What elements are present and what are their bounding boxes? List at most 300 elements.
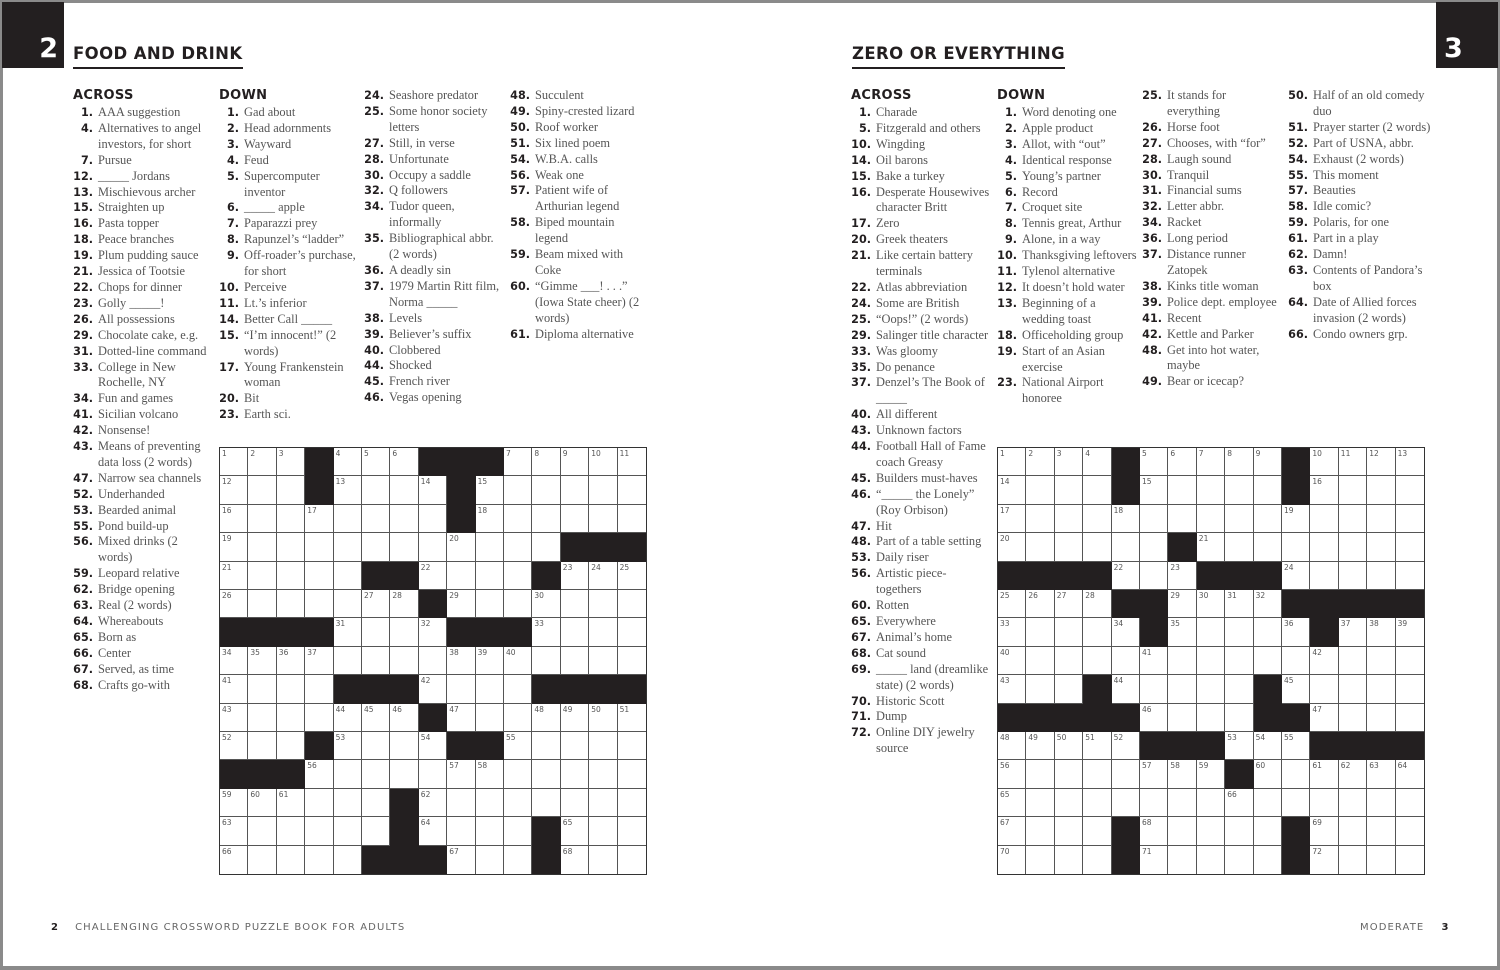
grid-cell[interactable]	[334, 760, 362, 788]
grid-cell[interactable]	[277, 704, 305, 732]
grid-cell[interactable]	[998, 675, 1026, 703]
grid-cell[interactable]	[334, 448, 362, 476]
grid-cell[interactable]	[419, 505, 447, 533]
grid-cell[interactable]	[419, 476, 447, 504]
grid-cell[interactable]	[618, 562, 646, 590]
grid-cell[interactable]	[589, 647, 617, 675]
grid-cell[interactable]	[1310, 760, 1338, 788]
grid-cell[interactable]	[998, 817, 1026, 845]
grid-cell[interactable]	[476, 533, 504, 561]
grid-cell[interactable]	[1112, 732, 1140, 760]
grid-cell[interactable]	[476, 590, 504, 618]
grid-cell[interactable]	[220, 704, 248, 732]
grid-cell[interactable]	[1083, 732, 1111, 760]
grid-cell[interactable]	[504, 590, 532, 618]
grid-cell[interactable]	[1310, 789, 1338, 817]
grid-cell[interactable]	[1225, 590, 1253, 618]
grid-cell[interactable]	[220, 476, 248, 504]
grid-cell[interactable]	[419, 789, 447, 817]
grid-cell[interactable]	[476, 476, 504, 504]
grid-cell[interactable]	[277, 647, 305, 675]
grid-cell[interactable]	[362, 533, 390, 561]
grid-cell[interactable]	[220, 789, 248, 817]
grid-cell[interactable]	[1055, 817, 1083, 845]
grid-cell[interactable]	[1112, 789, 1140, 817]
grid-cell[interactable]	[277, 448, 305, 476]
grid-cell[interactable]	[1197, 647, 1225, 675]
grid-cell[interactable]	[248, 789, 276, 817]
grid-cell[interactable]	[1026, 618, 1054, 646]
grid-cell[interactable]	[362, 448, 390, 476]
grid-cell[interactable]	[277, 533, 305, 561]
grid-cell[interactable]	[532, 505, 560, 533]
grid-cell[interactable]	[362, 618, 390, 646]
grid-cell[interactable]	[1140, 817, 1168, 845]
grid-cell[interactable]	[1396, 675, 1424, 703]
grid-cell[interactable]	[1140, 704, 1168, 732]
grid-cell[interactable]	[1310, 476, 1338, 504]
grid-cell[interactable]	[1055, 533, 1083, 561]
grid-cell[interactable]	[447, 704, 475, 732]
grid-cell[interactable]	[1282, 732, 1310, 760]
grid-cell[interactable]	[1367, 789, 1395, 817]
grid-cell[interactable]	[419, 618, 447, 646]
grid-cell[interactable]	[1254, 817, 1282, 845]
grid-cell[interactable]	[1282, 647, 1310, 675]
grid-cell[interactable]	[220, 505, 248, 533]
grid-cell[interactable]	[1197, 817, 1225, 845]
grid-cell[interactable]	[1140, 789, 1168, 817]
grid-cell[interactable]	[1254, 846, 1282, 874]
grid-cell[interactable]	[1055, 448, 1083, 476]
grid-cell[interactable]	[1396, 704, 1424, 732]
grid-cell[interactable]	[504, 647, 532, 675]
grid-cell[interactable]	[390, 618, 418, 646]
grid-cell[interactable]	[998, 618, 1026, 646]
grid-cell[interactable]	[1083, 533, 1111, 561]
grid-cell[interactable]	[1026, 675, 1054, 703]
grid-cell[interactable]	[618, 704, 646, 732]
grid-cell[interactable]	[1225, 704, 1253, 732]
grid-cell[interactable]	[1168, 817, 1196, 845]
grid-cell[interactable]	[1168, 590, 1196, 618]
grid-cell[interactable]	[1112, 533, 1140, 561]
grid-cell[interactable]	[1055, 732, 1083, 760]
grid-cell[interactable]	[1026, 760, 1054, 788]
grid-cell[interactable]	[334, 505, 362, 533]
grid-cell[interactable]	[1055, 789, 1083, 817]
grid-cell[interactable]	[362, 590, 390, 618]
grid-cell[interactable]	[618, 476, 646, 504]
grid-cell[interactable]	[419, 533, 447, 561]
grid-cell[interactable]	[561, 618, 589, 646]
grid-cell[interactable]	[1310, 817, 1338, 845]
grid-cell[interactable]	[589, 590, 617, 618]
grid-cell[interactable]	[1254, 618, 1282, 646]
grid-cell[interactable]	[1396, 505, 1424, 533]
grid-cell[interactable]	[1367, 618, 1395, 646]
grid-cell[interactable]	[248, 675, 276, 703]
grid-cell[interactable]	[476, 675, 504, 703]
grid-cell[interactable]	[998, 846, 1026, 874]
grid-cell[interactable]	[1339, 533, 1367, 561]
grid-cell[interactable]	[1282, 505, 1310, 533]
grid-cell[interactable]	[277, 562, 305, 590]
grid-cell[interactable]	[476, 562, 504, 590]
grid-cell[interactable]	[1254, 476, 1282, 504]
grid-cell[interactable]	[1055, 675, 1083, 703]
grid-cell[interactable]	[1367, 448, 1395, 476]
grid-cell[interactable]	[1225, 448, 1253, 476]
grid-cell[interactable]	[1225, 732, 1253, 760]
grid-cell[interactable]	[305, 505, 333, 533]
grid-cell[interactable]	[504, 817, 532, 845]
grid-cell[interactable]	[1367, 675, 1395, 703]
grid-cell[interactable]	[561, 505, 589, 533]
grid-cell[interactable]	[447, 846, 475, 874]
grid-cell[interactable]	[998, 590, 1026, 618]
grid-cell[interactable]	[1026, 817, 1054, 845]
grid-cell[interactable]	[532, 448, 560, 476]
grid-cell[interactable]	[248, 476, 276, 504]
grid-cell[interactable]	[998, 789, 1026, 817]
grid-cell[interactable]	[1197, 476, 1225, 504]
grid-cell[interactable]	[1168, 675, 1196, 703]
grid-cell[interactable]	[305, 647, 333, 675]
grid-cell[interactable]	[1026, 448, 1054, 476]
grid-cell[interactable]	[419, 562, 447, 590]
grid-cell[interactable]	[277, 817, 305, 845]
grid-cell[interactable]	[1367, 533, 1395, 561]
grid-cell[interactable]	[1310, 533, 1338, 561]
grid-cell[interactable]	[1140, 476, 1168, 504]
grid-cell[interactable]	[1197, 704, 1225, 732]
grid-cell[interactable]	[419, 647, 447, 675]
grid-cell[interactable]	[1197, 846, 1225, 874]
grid-cell[interactable]	[1083, 618, 1111, 646]
grid-cell[interactable]	[419, 732, 447, 760]
grid-cell[interactable]	[277, 476, 305, 504]
grid-cell[interactable]	[1254, 505, 1282, 533]
grid-cell[interactable]	[618, 448, 646, 476]
grid-cell[interactable]	[419, 760, 447, 788]
grid-cell[interactable]	[504, 760, 532, 788]
grid-cell[interactable]	[277, 675, 305, 703]
grid-cell[interactable]	[1026, 846, 1054, 874]
grid-cell[interactable]	[305, 817, 333, 845]
grid-cell[interactable]	[362, 647, 390, 675]
grid-cell[interactable]	[1396, 760, 1424, 788]
grid-cell[interactable]	[362, 817, 390, 845]
grid-cell[interactable]	[1282, 533, 1310, 561]
grid-cell[interactable]	[1055, 846, 1083, 874]
grid-cell[interactable]	[390, 476, 418, 504]
grid-cell[interactable]	[1225, 789, 1253, 817]
grid-cell[interactable]	[998, 533, 1026, 561]
grid-cell[interactable]	[589, 476, 617, 504]
grid-cell[interactable]	[1168, 846, 1196, 874]
grid-cell[interactable]	[248, 590, 276, 618]
grid-cell[interactable]	[1197, 760, 1225, 788]
grid-cell[interactable]	[1310, 675, 1338, 703]
grid-cell[interactable]	[334, 817, 362, 845]
grid-cell[interactable]	[1168, 647, 1196, 675]
grid-cell[interactable]	[998, 476, 1026, 504]
grid-cell[interactable]	[1339, 647, 1367, 675]
grid-cell[interactable]	[1310, 704, 1338, 732]
grid-cell[interactable]	[447, 647, 475, 675]
grid-cell[interactable]	[220, 562, 248, 590]
grid-cell[interactable]	[277, 789, 305, 817]
grid-cell[interactable]	[589, 789, 617, 817]
grid-cell[interactable]	[1339, 846, 1367, 874]
grid-cell[interactable]	[447, 590, 475, 618]
grid-cell[interactable]	[362, 732, 390, 760]
grid-cell[interactable]	[1396, 789, 1424, 817]
grid-cell[interactable]	[1367, 817, 1395, 845]
grid-cell[interactable]	[532, 647, 560, 675]
grid-cell[interactable]	[390, 647, 418, 675]
grid-cell[interactable]	[447, 817, 475, 845]
grid-cell[interactable]	[1112, 505, 1140, 533]
grid-cell[interactable]	[532, 618, 560, 646]
grid-cell[interactable]	[1197, 789, 1225, 817]
grid-cell[interactable]	[305, 675, 333, 703]
grid-cell[interactable]	[248, 732, 276, 760]
grid-cell[interactable]	[1055, 590, 1083, 618]
grid-cell[interactable]	[1140, 675, 1168, 703]
grid-cell[interactable]	[589, 817, 617, 845]
grid-cell[interactable]	[220, 675, 248, 703]
grid-cell[interactable]	[362, 505, 390, 533]
grid-cell[interactable]	[1140, 448, 1168, 476]
grid-cell[interactable]	[1339, 618, 1367, 646]
grid-cell[interactable]	[618, 817, 646, 845]
grid-cell[interactable]	[1026, 789, 1054, 817]
grid-cell[interactable]	[390, 704, 418, 732]
grid-cell[interactable]	[334, 533, 362, 561]
grid-cell[interactable]	[1367, 476, 1395, 504]
grid-cell[interactable]	[589, 562, 617, 590]
grid-cell[interactable]	[1026, 476, 1054, 504]
grid-cell[interactable]	[476, 789, 504, 817]
grid-cell[interactable]	[1339, 817, 1367, 845]
grid-cell[interactable]	[618, 846, 646, 874]
grid-cell[interactable]	[390, 590, 418, 618]
grid-cell[interactable]	[1396, 846, 1424, 874]
grid-cell[interactable]	[1367, 704, 1395, 732]
grid-cell[interactable]	[1026, 590, 1054, 618]
grid-cell[interactable]	[334, 590, 362, 618]
grid-cell[interactable]	[1197, 618, 1225, 646]
grid-cell[interactable]	[1140, 760, 1168, 788]
grid-cell[interactable]	[1396, 448, 1424, 476]
grid-cell[interactable]	[1083, 817, 1111, 845]
grid-cell[interactable]	[1367, 647, 1395, 675]
grid-cell[interactable]	[589, 505, 617, 533]
grid-cell[interactable]	[277, 732, 305, 760]
grid-cell[interactable]	[561, 704, 589, 732]
grid-cell[interactable]	[1367, 562, 1395, 590]
grid-cell[interactable]	[220, 448, 248, 476]
grid-cell[interactable]	[476, 704, 504, 732]
grid-cell[interactable]	[589, 732, 617, 760]
grid-cell[interactable]	[1254, 448, 1282, 476]
grid-cell[interactable]	[1225, 618, 1253, 646]
grid-cell[interactable]	[504, 562, 532, 590]
grid-cell[interactable]	[532, 789, 560, 817]
grid-cell[interactable]	[1396, 647, 1424, 675]
grid-cell[interactable]	[1083, 505, 1111, 533]
grid-cell[interactable]	[334, 704, 362, 732]
grid-cell[interactable]	[1055, 618, 1083, 646]
grid-cell[interactable]	[1112, 647, 1140, 675]
grid-cell[interactable]	[334, 562, 362, 590]
grid-cell[interactable]	[1396, 817, 1424, 845]
grid-cell[interactable]	[220, 647, 248, 675]
grid-cell[interactable]	[334, 647, 362, 675]
grid-cell[interactable]	[561, 732, 589, 760]
grid-cell[interactable]	[618, 732, 646, 760]
grid-cell[interactable]	[334, 618, 362, 646]
grid-cell[interactable]	[1083, 789, 1111, 817]
grid-cell[interactable]	[532, 732, 560, 760]
grid-cell[interactable]	[1339, 562, 1367, 590]
grid-cell[interactable]	[1282, 789, 1310, 817]
grid-cell[interactable]	[305, 846, 333, 874]
grid-cell[interactable]	[561, 846, 589, 874]
grid-cell[interactable]	[504, 448, 532, 476]
grid-cell[interactable]	[1339, 448, 1367, 476]
grid-cell[interactable]	[248, 448, 276, 476]
grid-cell[interactable]	[305, 533, 333, 561]
grid-cell[interactable]	[532, 533, 560, 561]
grid-cell[interactable]	[561, 760, 589, 788]
grid-cell[interactable]	[1310, 647, 1338, 675]
grid-cell[interactable]	[532, 760, 560, 788]
grid-cell[interactable]	[277, 846, 305, 874]
grid-cell[interactable]	[248, 846, 276, 874]
grid-cell[interactable]	[998, 760, 1026, 788]
grid-cell[interactable]	[1140, 562, 1168, 590]
grid-cell[interactable]	[561, 789, 589, 817]
grid-cell[interactable]	[1197, 533, 1225, 561]
grid-cell[interactable]	[1254, 732, 1282, 760]
grid-cell[interactable]	[1055, 476, 1083, 504]
grid-cell[interactable]	[447, 533, 475, 561]
grid-cell[interactable]	[1112, 760, 1140, 788]
grid-cell[interactable]	[1083, 448, 1111, 476]
grid-cell[interactable]	[248, 647, 276, 675]
grid-cell[interactable]	[248, 505, 276, 533]
grid-cell[interactable]	[1310, 448, 1338, 476]
grid-cell[interactable]	[248, 562, 276, 590]
grid-cell[interactable]	[1282, 675, 1310, 703]
grid-cell[interactable]	[362, 704, 390, 732]
grid-cell[interactable]	[589, 704, 617, 732]
grid-cell[interactable]	[1396, 618, 1424, 646]
grid-cell[interactable]	[305, 590, 333, 618]
grid-cell[interactable]	[589, 760, 617, 788]
grid-cell[interactable]	[1140, 647, 1168, 675]
grid-cell[interactable]	[1225, 476, 1253, 504]
grid-cell[interactable]	[248, 704, 276, 732]
grid-cell[interactable]	[1197, 505, 1225, 533]
grid-cell[interactable]	[334, 476, 362, 504]
grid-cell[interactable]	[220, 846, 248, 874]
grid-cell[interactable]	[1083, 647, 1111, 675]
grid-cell[interactable]	[561, 476, 589, 504]
grid-cell[interactable]	[1310, 505, 1338, 533]
grid-cell[interactable]	[1026, 732, 1054, 760]
grid-cell[interactable]	[1168, 562, 1196, 590]
grid-cell[interactable]	[220, 533, 248, 561]
grid-cell[interactable]	[1112, 675, 1140, 703]
grid-cell[interactable]	[1140, 846, 1168, 874]
grid-cell[interactable]	[334, 846, 362, 874]
grid-cell[interactable]	[1026, 647, 1054, 675]
grid-cell[interactable]	[1339, 675, 1367, 703]
grid-cell[interactable]	[390, 533, 418, 561]
grid-cell[interactable]	[1367, 505, 1395, 533]
grid-cell[interactable]	[419, 817, 447, 845]
grid-cell[interactable]	[248, 533, 276, 561]
grid-cell[interactable]	[220, 817, 248, 845]
grid-cell[interactable]	[447, 760, 475, 788]
grid-cell[interactable]	[1396, 533, 1424, 561]
grid-cell[interactable]	[618, 618, 646, 646]
grid-cell[interactable]	[504, 476, 532, 504]
grid-cell[interactable]	[1083, 476, 1111, 504]
grid-cell[interactable]	[1367, 846, 1395, 874]
grid-cell[interactable]	[1254, 647, 1282, 675]
grid-cell[interactable]	[1197, 675, 1225, 703]
grid-cell[interactable]	[476, 647, 504, 675]
grid-cell[interactable]	[998, 505, 1026, 533]
grid-cell[interactable]	[419, 675, 447, 703]
grid-cell[interactable]	[1225, 505, 1253, 533]
grid-cell[interactable]	[1168, 505, 1196, 533]
grid-cell[interactable]	[362, 476, 390, 504]
grid-cell[interactable]	[1225, 846, 1253, 874]
grid-cell[interactable]	[561, 817, 589, 845]
grid-cell[interactable]	[504, 505, 532, 533]
grid-cell[interactable]	[1282, 760, 1310, 788]
grid-cell[interactable]	[447, 562, 475, 590]
grid-cell[interactable]	[1367, 760, 1395, 788]
grid-cell[interactable]	[998, 647, 1026, 675]
grid-cell[interactable]	[618, 505, 646, 533]
grid-cell[interactable]	[1310, 562, 1338, 590]
grid-cell[interactable]	[390, 732, 418, 760]
grid-cell[interactable]	[362, 789, 390, 817]
grid-cell[interactable]	[1225, 817, 1253, 845]
grid-cell[interactable]	[1339, 760, 1367, 788]
grid-cell[interactable]	[476, 760, 504, 788]
grid-cell[interactable]	[1396, 476, 1424, 504]
grid-cell[interactable]	[447, 789, 475, 817]
grid-cell[interactable]	[1112, 618, 1140, 646]
grid-cell[interactable]	[220, 590, 248, 618]
grid-cell[interactable]	[1026, 505, 1054, 533]
grid-cell[interactable]	[1055, 505, 1083, 533]
grid-cell[interactable]	[532, 590, 560, 618]
grid-cell[interactable]	[561, 562, 589, 590]
grid-cell[interactable]	[1055, 647, 1083, 675]
grid-cell[interactable]	[1083, 760, 1111, 788]
grid-cell[interactable]	[1197, 590, 1225, 618]
grid-cell[interactable]	[1339, 789, 1367, 817]
